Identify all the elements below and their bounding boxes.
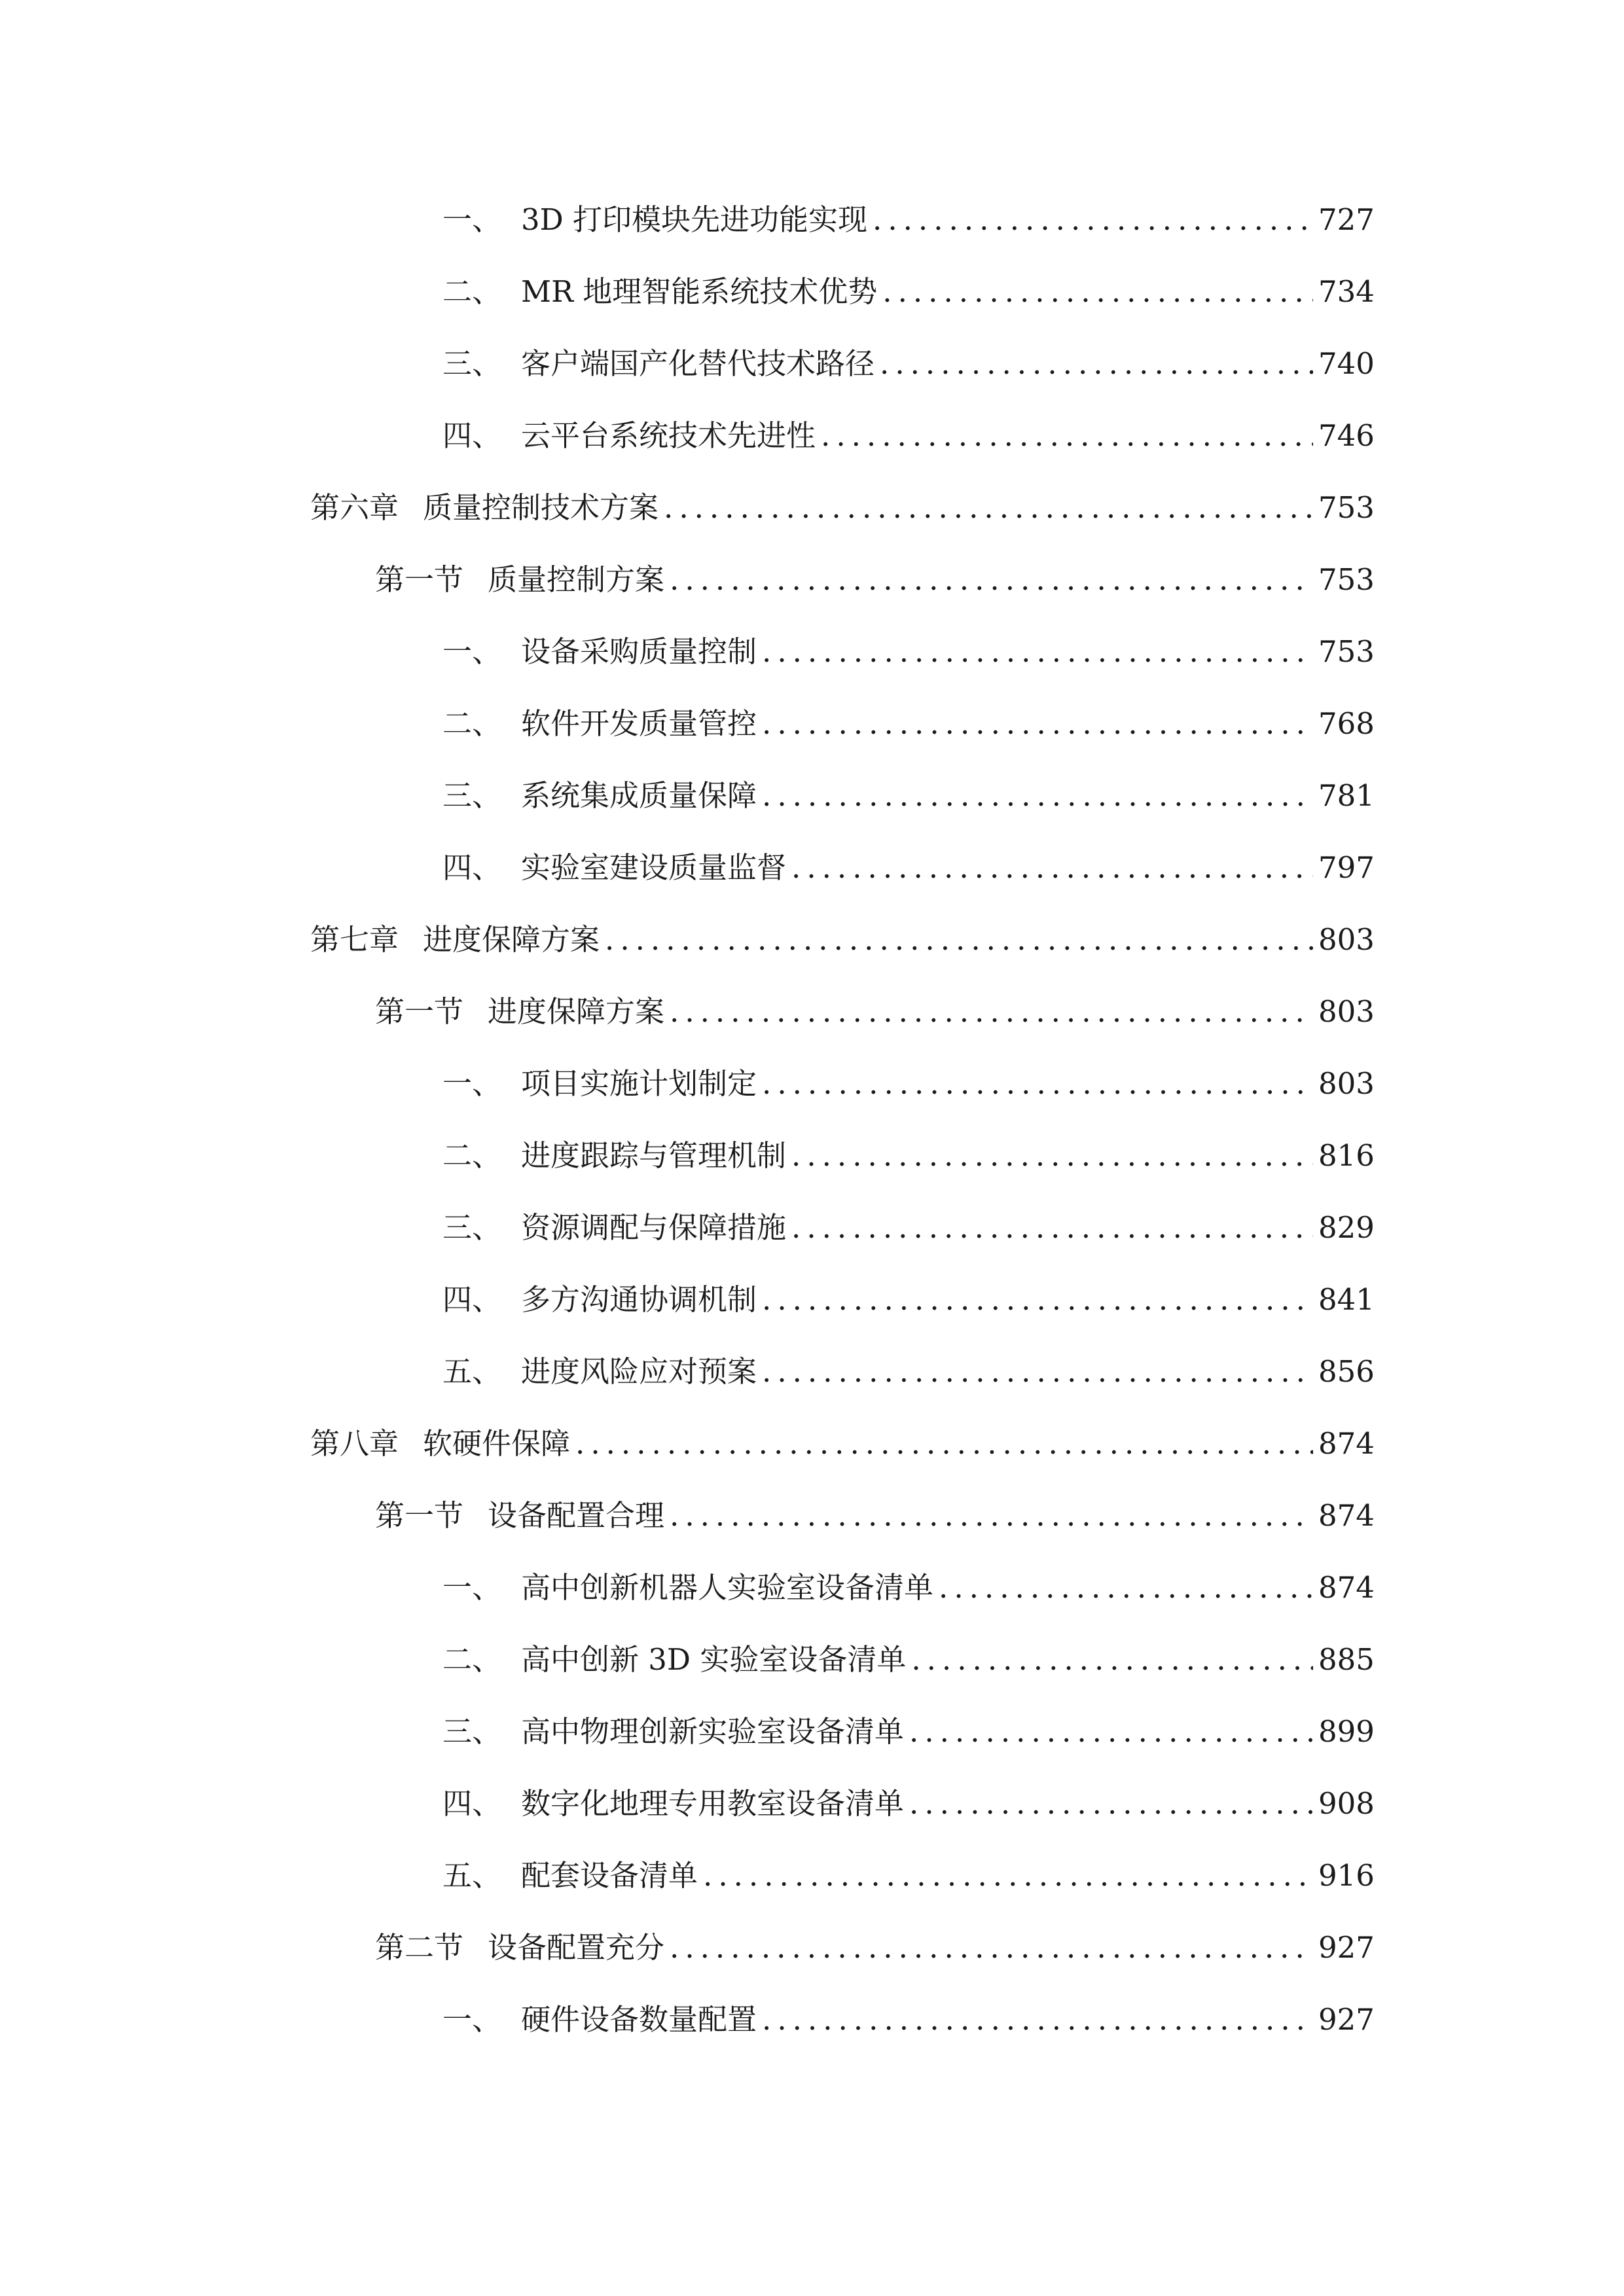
toc-entry-chapter[interactable]: [310, 914, 1375, 966]
toc-entry-title: MR 地理智能系统技术优势: [521, 274, 878, 309]
toc-entry-title: 3D 打印模块先进功能实现: [521, 202, 868, 237]
toc-entry-number: 第六章: [310, 490, 399, 525]
toc-entry[interactable]: [442, 1562, 1375, 1614]
toc-entry-number: 第八章: [310, 1426, 399, 1461]
toc-entry-number: 五、: [442, 1354, 502, 1389]
toc-entry-title: 进度保障方案: [488, 994, 665, 1029]
toc-entry-title: 设备配置充分: [488, 1930, 665, 1965]
toc-entry-page: 829: [1318, 1210, 1375, 1245]
toc-entry-number: 三、: [442, 1210, 502, 1245]
toc-entry-section[interactable]: [375, 1922, 1375, 1974]
toc-entry-page: 727: [1318, 202, 1375, 237]
dot-leader: [821, 410, 1313, 462]
toc-entry-page: 781: [1318, 778, 1375, 813]
toc-entry[interactable]: [442, 1058, 1375, 1110]
toc-entry-number: 二、: [442, 1138, 502, 1173]
toc-entry-page: 753: [1318, 562, 1375, 597]
toc-entry-number: 四、: [442, 1282, 502, 1317]
dot-leader: [762, 698, 1313, 750]
toc-entry-page: 803: [1318, 922, 1375, 957]
dot-leader: [670, 1490, 1313, 1542]
toc-entry-title: 客户端国产化替代技术路径: [521, 346, 875, 381]
toc-entry-title: 实验室建设质量监督: [521, 850, 787, 885]
toc-entry-number: 二、: [442, 274, 502, 309]
toc-entry-section[interactable]: [375, 1490, 1375, 1542]
dot-leader: [762, 626, 1313, 678]
toc-entry[interactable]: [442, 1130, 1375, 1182]
toc-entry[interactable]: [442, 770, 1375, 822]
dot-leader: [762, 1274, 1313, 1326]
toc-entry-page: 899: [1318, 1714, 1375, 1749]
toc-entry-page: 740: [1318, 346, 1375, 381]
toc-entry[interactable]: [442, 1274, 1375, 1326]
toc-entry-number: 五、: [442, 1858, 502, 1893]
dot-leader: [873, 194, 1313, 246]
toc-entry-number: 四、: [442, 1786, 502, 1821]
toc-entry-title: 质量控制方案: [488, 562, 665, 597]
dot-leader: [791, 842, 1313, 894]
toc-entry-number: 二、: [442, 1642, 502, 1677]
toc-entry[interactable]: [442, 626, 1375, 678]
toc-entry[interactable]: [442, 1994, 1375, 2046]
dot-leader: [791, 1130, 1313, 1182]
toc-entry-title: 数字化地理专用教室设备清单: [521, 1786, 905, 1821]
toc-entry-number: 三、: [442, 1714, 502, 1749]
toc-entry-title: 设备采购质量控制: [521, 634, 757, 669]
toc-entry-page: 734: [1318, 274, 1375, 309]
toc-entry-page: 803: [1318, 1066, 1375, 1101]
toc-entry[interactable]: [442, 410, 1375, 462]
dot-leader: [703, 1850, 1313, 1902]
toc-entry-number: 一、: [442, 1066, 502, 1101]
toc-entry-number: 第一节: [375, 562, 464, 597]
toc-entry-chapter[interactable]: [310, 1418, 1375, 1470]
dot-leader: [670, 986, 1313, 1038]
toc-entry-page: 927: [1318, 2002, 1375, 2037]
toc-entry-number: 第一节: [375, 1498, 464, 1533]
toc-entry[interactable]: [442, 842, 1375, 894]
toc-entry[interactable]: [442, 1202, 1375, 1254]
toc-entry-title: 质量控制技术方案: [423, 490, 659, 525]
toc-entry-title: 云平台系统技术先进性: [521, 418, 816, 453]
dot-leader: [909, 1778, 1313, 1830]
dot-leader: [911, 1634, 1313, 1686]
dot-leader: [762, 1346, 1313, 1398]
toc-entry-page: 768: [1318, 706, 1375, 741]
toc-entry-number: 第七章: [310, 922, 399, 957]
toc-entry[interactable]: [442, 1778, 1375, 1830]
toc-entry-title: 多方沟通协调机制: [521, 1282, 757, 1317]
toc-entry[interactable]: [442, 1850, 1375, 1902]
toc-entry-title: 软硬件保障: [423, 1426, 571, 1461]
toc-entry[interactable]: [442, 698, 1375, 750]
toc-entry-title: 进度风险应对预案: [521, 1354, 757, 1389]
toc-entry-number: 第一节: [375, 994, 464, 1029]
toc-entry-page: 927: [1318, 1930, 1375, 1965]
toc-entry-page: 916: [1318, 1858, 1375, 1893]
dot-leader: [762, 1058, 1313, 1110]
dot-leader: [664, 482, 1313, 534]
dot-leader: [791, 1202, 1313, 1254]
toc-entry-title: 高中物理创新实验室设备清单: [521, 1714, 905, 1749]
toc-entry-page: 856: [1318, 1354, 1375, 1389]
toc-entry-page: 841: [1318, 1282, 1375, 1317]
toc-entry-page: 746: [1318, 418, 1375, 453]
dot-leader: [670, 554, 1313, 606]
toc-entry-page: 753: [1318, 634, 1375, 669]
toc-entry-page: 874: [1318, 1570, 1375, 1605]
toc-entry-number: 一、: [442, 2002, 502, 2037]
toc-entry-number: 三、: [442, 778, 502, 813]
dot-leader: [882, 266, 1313, 318]
toc-entry[interactable]: [442, 266, 1375, 318]
toc-entry-number: 二、: [442, 706, 502, 741]
dot-leader: [909, 1706, 1313, 1758]
toc-entry[interactable]: [442, 1706, 1375, 1758]
toc-entry[interactable]: [442, 338, 1375, 390]
toc-entry-title: 项目实施计划制定: [521, 1066, 757, 1101]
toc-entry[interactable]: [442, 1346, 1375, 1398]
toc-entry-page: 753: [1318, 490, 1375, 525]
toc-entry-title: 配套设备清单: [521, 1858, 698, 1893]
toc-entry-title: 设备配置合理: [488, 1498, 665, 1533]
toc-entry-title: 高中创新 3D 实验室设备清单: [521, 1642, 907, 1677]
toc-entry-number: 四、: [442, 418, 502, 453]
toc-entry-number: 一、: [442, 634, 502, 669]
toc-entry-number: 四、: [442, 850, 502, 885]
toc-entry-title: 高中创新机器人实验室设备清单: [521, 1570, 934, 1605]
toc-entry-title: 进度跟踪与管理机制: [521, 1138, 787, 1173]
toc-entry-page: 885: [1318, 1642, 1375, 1677]
toc-entry-number: 第二节: [375, 1930, 464, 1965]
toc-entry-section[interactable]: [375, 986, 1375, 1038]
dot-leader: [762, 770, 1313, 822]
toc-entry-page: 874: [1318, 1498, 1375, 1533]
dot-leader: [670, 1922, 1313, 1974]
toc-entry-title: 系统集成质量保障: [521, 778, 757, 813]
toc-entry-title: 硬件设备数量配置: [521, 2002, 757, 2037]
dot-leader: [762, 1994, 1313, 2046]
dot-leader: [605, 914, 1313, 966]
toc-entry-number: 一、: [442, 202, 502, 237]
dot-leader: [575, 1418, 1313, 1470]
toc-entry-number: 一、: [442, 1570, 502, 1605]
toc-entry-page: 874: [1318, 1426, 1375, 1461]
dot-leader: [939, 1562, 1313, 1614]
toc-entry-number: 三、: [442, 346, 502, 381]
toc-entry[interactable]: [442, 194, 1375, 246]
toc-entry[interactable]: [442, 1634, 1375, 1686]
dot-leader: [880, 338, 1313, 390]
toc-entry-title: 资源调配与保障措施: [521, 1210, 787, 1245]
toc-entry-page: 908: [1318, 1786, 1375, 1821]
toc-entry-title: 软件开发质量管控: [521, 706, 757, 741]
toc-entry-page: 816: [1318, 1138, 1375, 1173]
toc-entry-title: 进度保障方案: [423, 922, 600, 957]
toc-entry-page: 803: [1318, 994, 1375, 1029]
toc-entry-chapter[interactable]: [310, 482, 1375, 534]
toc-entry-page: 797: [1318, 850, 1375, 885]
toc-entry-section[interactable]: [375, 554, 1375, 606]
